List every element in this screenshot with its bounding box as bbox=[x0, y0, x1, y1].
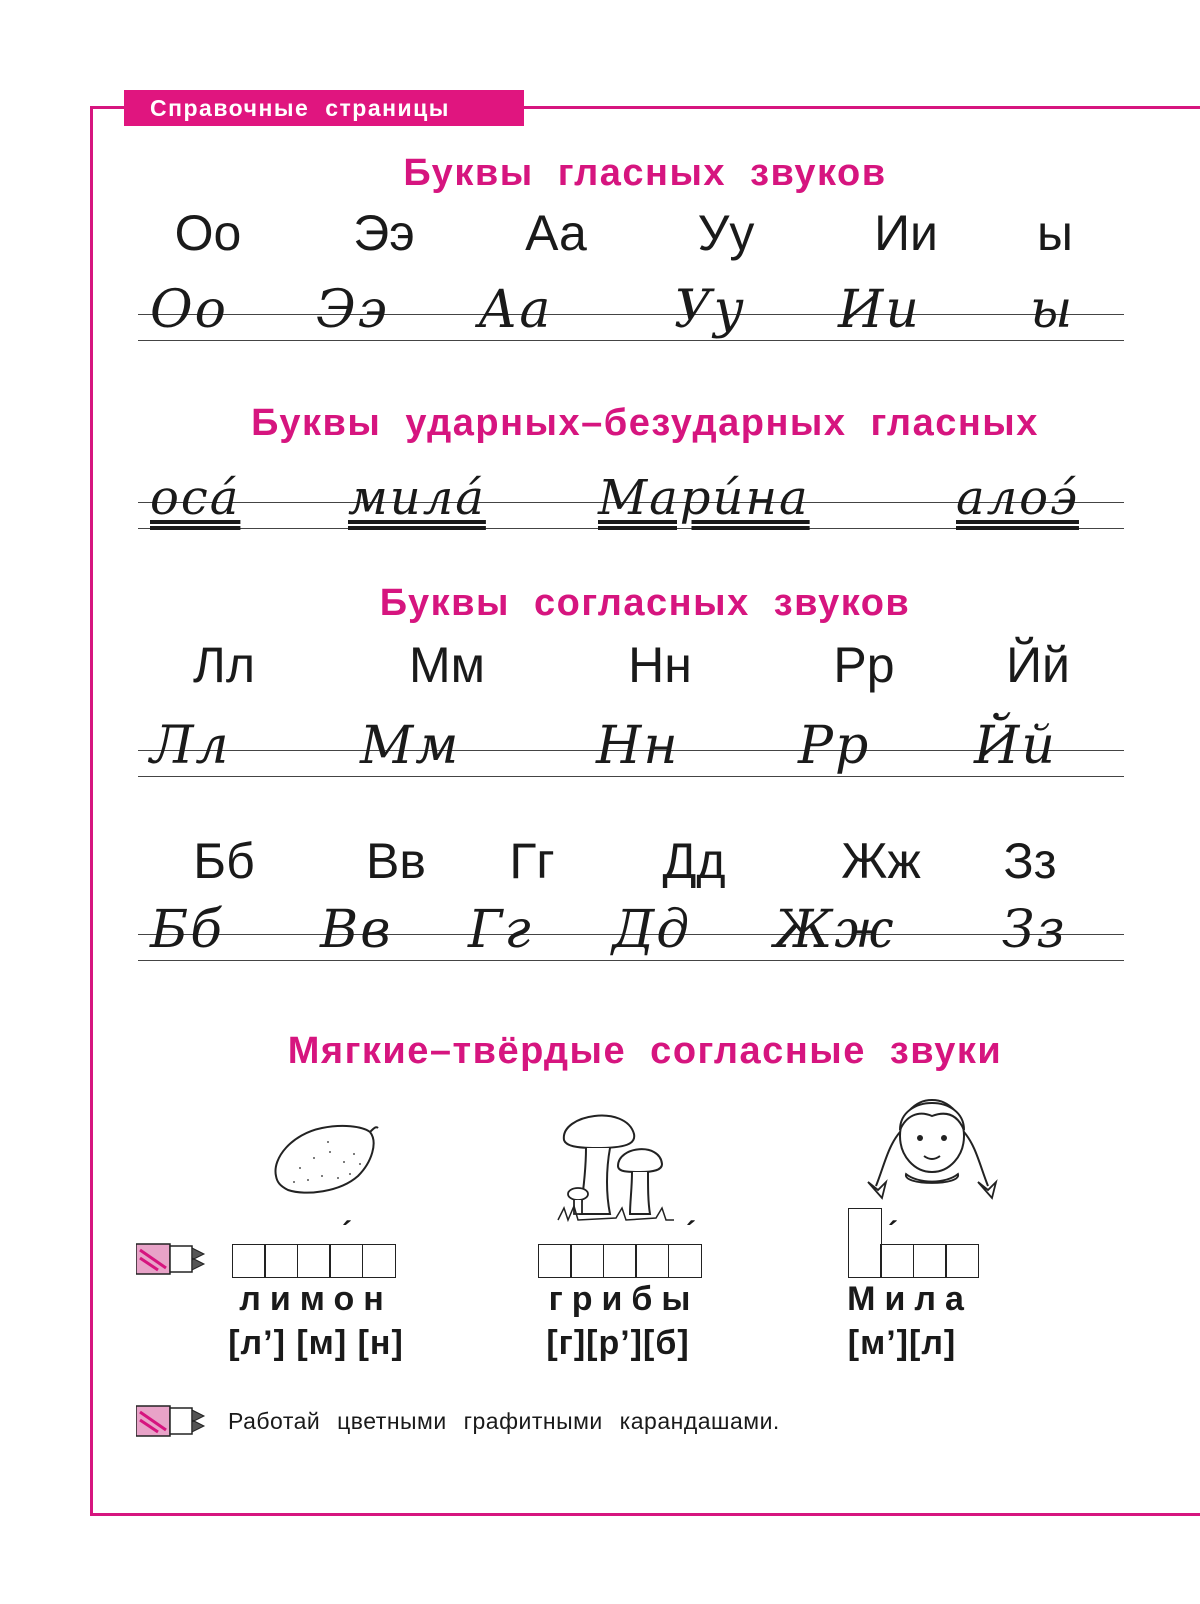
cursive-letter: Мм bbox=[360, 716, 461, 776]
print-letter: Ии bbox=[874, 205, 938, 261]
print-letter: Лл bbox=[193, 637, 255, 693]
word-label: лимон bbox=[239, 1280, 393, 1318]
script-lines bbox=[138, 716, 1124, 786]
girl-picture bbox=[862, 1086, 1002, 1214]
pencils-icon bbox=[136, 1404, 206, 1438]
print-letter: Зз bbox=[1003, 833, 1057, 889]
word-scheme-mila bbox=[848, 1244, 978, 1278]
mushrooms-picture bbox=[556, 1104, 676, 1228]
print-letter: Жж bbox=[841, 833, 921, 889]
cursive-letter: Гг bbox=[468, 900, 533, 960]
script-lines bbox=[138, 470, 1124, 538]
cursive-letter: Дд bbox=[612, 900, 692, 960]
word-label: Мила bbox=[847, 1280, 973, 1318]
cursive-letter: Ээ bbox=[316, 280, 389, 340]
stressed-word: Мари́на bbox=[598, 470, 810, 526]
cursive-letter: Вв bbox=[320, 900, 393, 960]
cursive-letter: Ии bbox=[838, 280, 921, 340]
script-lines bbox=[138, 900, 1124, 970]
cursive-letter: Йй bbox=[974, 716, 1057, 776]
pencils-icon bbox=[136, 1242, 206, 1276]
print-letter: Рр bbox=[833, 637, 895, 693]
print-letter: Йй bbox=[1006, 637, 1070, 693]
word-scheme-lemon bbox=[232, 1244, 394, 1278]
cursive-letter: Оо bbox=[150, 280, 228, 340]
stress-mark: ´ bbox=[342, 1216, 352, 1249]
print-letter: Гг bbox=[509, 833, 555, 889]
stressed-heading: Буквы ударных–безударных гласных bbox=[251, 402, 1039, 444]
soft-hard-heading: Мягкие–твёрдые согласные звуки bbox=[287, 1030, 1003, 1072]
cursive-letter: Нн bbox=[596, 716, 680, 776]
transcription: [м’][л] bbox=[847, 1324, 957, 1362]
print-letter: Оо bbox=[174, 205, 242, 261]
stressed-word: мила́ bbox=[348, 470, 486, 526]
print-letter: Аа bbox=[525, 205, 587, 261]
stressed-word: алоэ́ bbox=[956, 470, 1079, 526]
stressed-word: оса́ bbox=[150, 470, 241, 526]
stress-mark: ´ bbox=[888, 1216, 898, 1249]
print-letter: Мм bbox=[408, 637, 486, 693]
cursive-letter: Рр bbox=[798, 716, 871, 776]
transcription: [г][р’][б] bbox=[546, 1324, 690, 1362]
print-letter: Бб bbox=[193, 833, 255, 889]
transcription: [л’] [м] [н] bbox=[228, 1324, 404, 1362]
cursive-letter: Аа bbox=[478, 280, 553, 340]
stress-mark: ´ bbox=[686, 1216, 696, 1249]
consonants-heading: Буквы согласных звуков bbox=[379, 582, 911, 624]
script-lines bbox=[138, 280, 1124, 350]
cursive-letter: Зз bbox=[1002, 900, 1067, 960]
print-letter: Нн bbox=[628, 637, 692, 693]
footer-note: Работай цветными графитными карандашами. bbox=[228, 1408, 780, 1434]
print-letter: Вв bbox=[366, 833, 426, 889]
word-label: грибы bbox=[548, 1280, 700, 1318]
print-letter: Ээ bbox=[353, 205, 415, 261]
print-letter: Дд bbox=[662, 833, 726, 889]
lemon-picture bbox=[270, 1118, 380, 1198]
section-tag: Справочные страницы bbox=[124, 90, 524, 126]
vowels-heading: Буквы гласных звуков bbox=[403, 152, 887, 194]
print-letter: ы bbox=[1037, 205, 1073, 261]
print-letter: Уу bbox=[697, 205, 755, 261]
cursive-letter: Лл bbox=[150, 716, 231, 776]
cursive-letter: ы bbox=[1030, 280, 1075, 340]
word-scheme-mushrooms bbox=[538, 1244, 700, 1278]
cursive-letter: Уу bbox=[674, 280, 746, 340]
cursive-letter: Бб bbox=[150, 900, 224, 960]
cursive-letter: Жж bbox=[774, 900, 896, 960]
